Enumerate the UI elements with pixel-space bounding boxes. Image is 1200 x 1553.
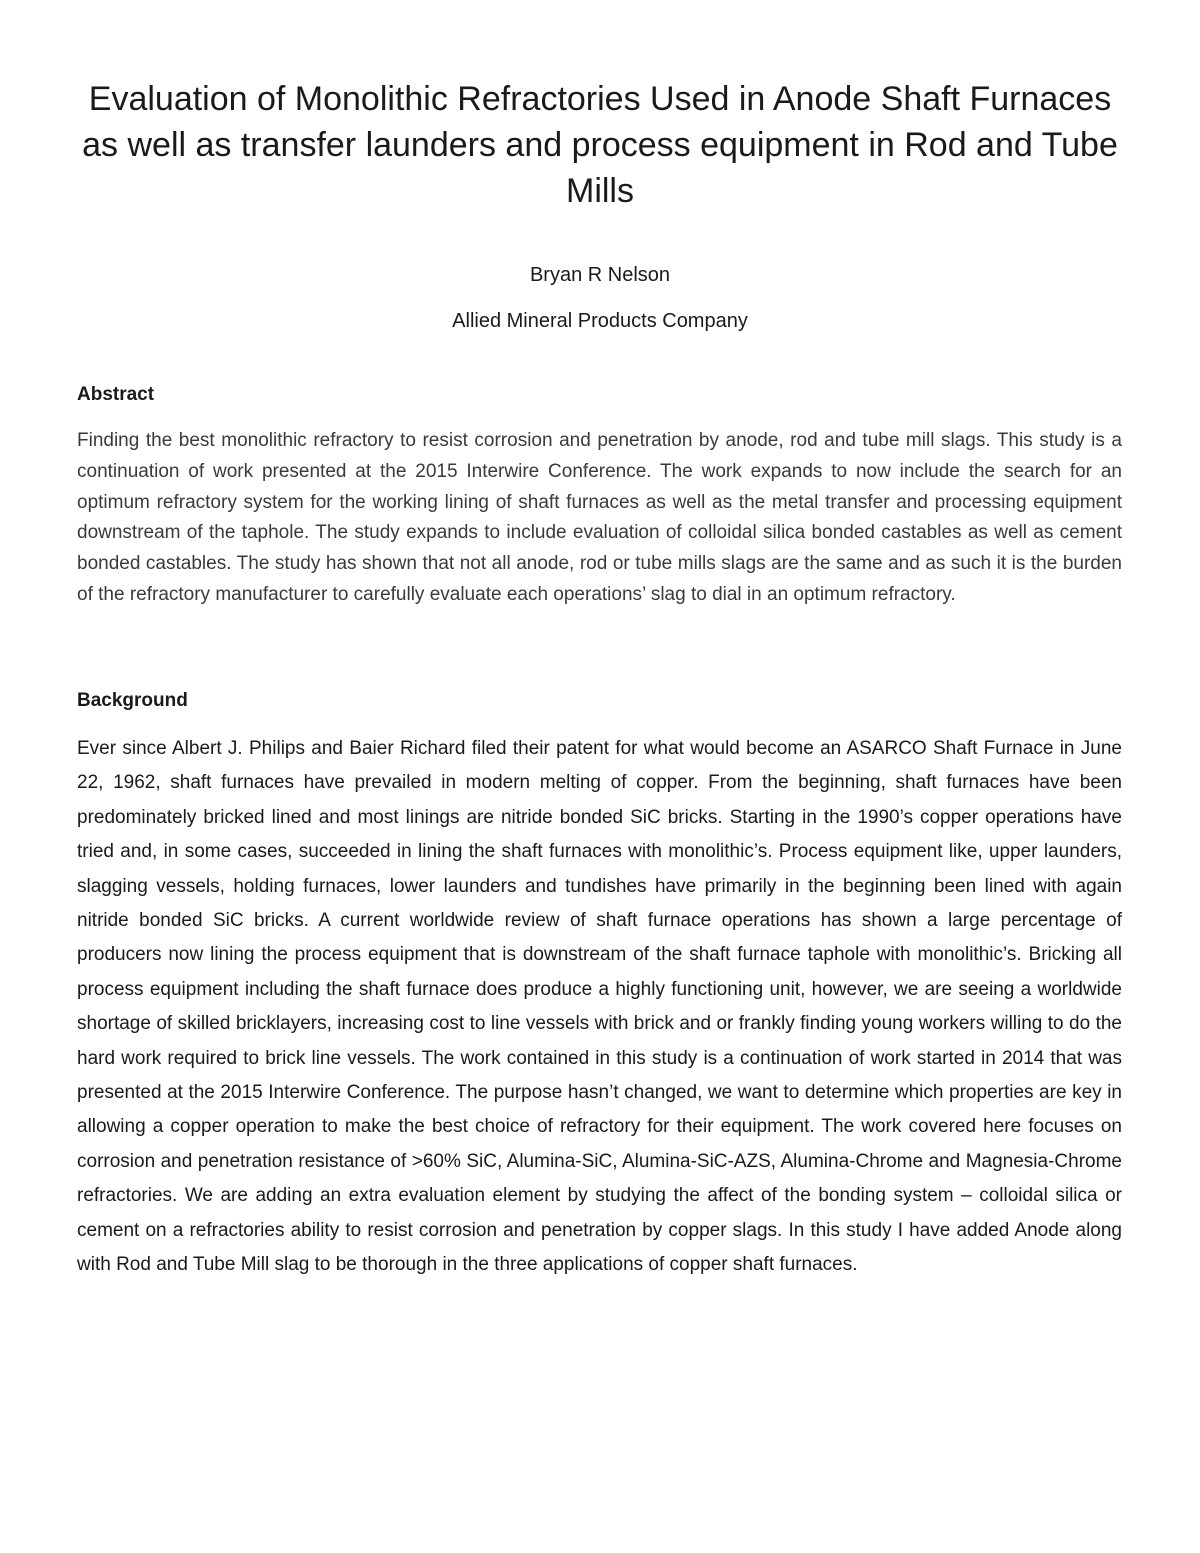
author-affiliation: Allied Mineral Products Company bbox=[452, 310, 748, 332]
author-name: Bryan R Nelson bbox=[529, 264, 671, 286]
abstract-heading: Abstract bbox=[77, 384, 155, 405]
background-heading: Background bbox=[77, 690, 188, 711]
paper-title: Evaluation of Monolithic Refractories Used in Anode Shaft Furnaces as well as transfer launders and process equipment in Rod and Tube Mills bbox=[82, 80, 1118, 210]
background-paragraph: Ever since Albert J. Philips and Baier Richard filed their patent for what would become an ASARCO Shaft Furnace in June 22, 1962, shaft furnaces have prevailed in modern melting of copper. From the beginning, shaft furnaces have been predominately bricked lined and most linings are nitride bonded SiC bricks. Starting in the 1990’s copper operations have tried and, in some cases, succeeded in lining the shaft furnaces with monolithic’s. Process equipment like, upper launders, slagging vessels, holding furnaces, lower launders and tundishes have primarily in the beginning been lined with again nitride bonded SiC bricks. A current worldwide review of shaft furnace operations has shown a large percentage of producers now lining the process equipment that is downstream of the shaft furnace taphole with monolithic’s. Bricking all process equipment including the shaft furnace does produce a highly functioning unit, however, we are seeing a worldwide shortage of skilled bricklayers, increasing cost to line vessels with brick and or frankly finding young workers willing to do the hard work required to brick line vessels. The work contained in this study is a continuation of work started in 2014 that was presented at the 2015 Interwire Conference. The purpose hasn’t changed, we want to determine which properties are key in allowing a copper operation to make the best choice of refractory for their equipment. The work covered here focuses on corrosion and penetration resistance of >60% SiC, Alumina-SiC, Alumina-SiC-AZS, Alumina-Chrome and Magnesia-Chrome refractories. We are adding an extra evaluation element by studying the affect of the bonding system – colloidal silica or cement on a refractories ability to resist corrosion and penetration by copper slags. In this study I have added Anode along with Rod and Tube Mill slag to be thorough in the three applications of copper shaft furnaces. bbox=[77, 738, 1122, 1276]
abstract-paragraph: Finding the best monolithic refractory to resist corrosion and penetration by anode, rod and tube mill slags. This study is a continuation of work presented at the 2015 Interwire Conference. The work expands to now include the search for an optimum refractory system for the working lining of shaft furnaces as well as the metal transfer and processing equipment downstream of the taphole. The study expands to include evaluation of colloidal silica bonded castables as well as cement bonded castables. The study has shown that not all anode, rod or tube mills slags are the same and as such it is the burden of the refractory manufacturer to carefully evaluate each operations’ slag to dial in an optimum refractory. bbox=[77, 430, 1122, 605]
